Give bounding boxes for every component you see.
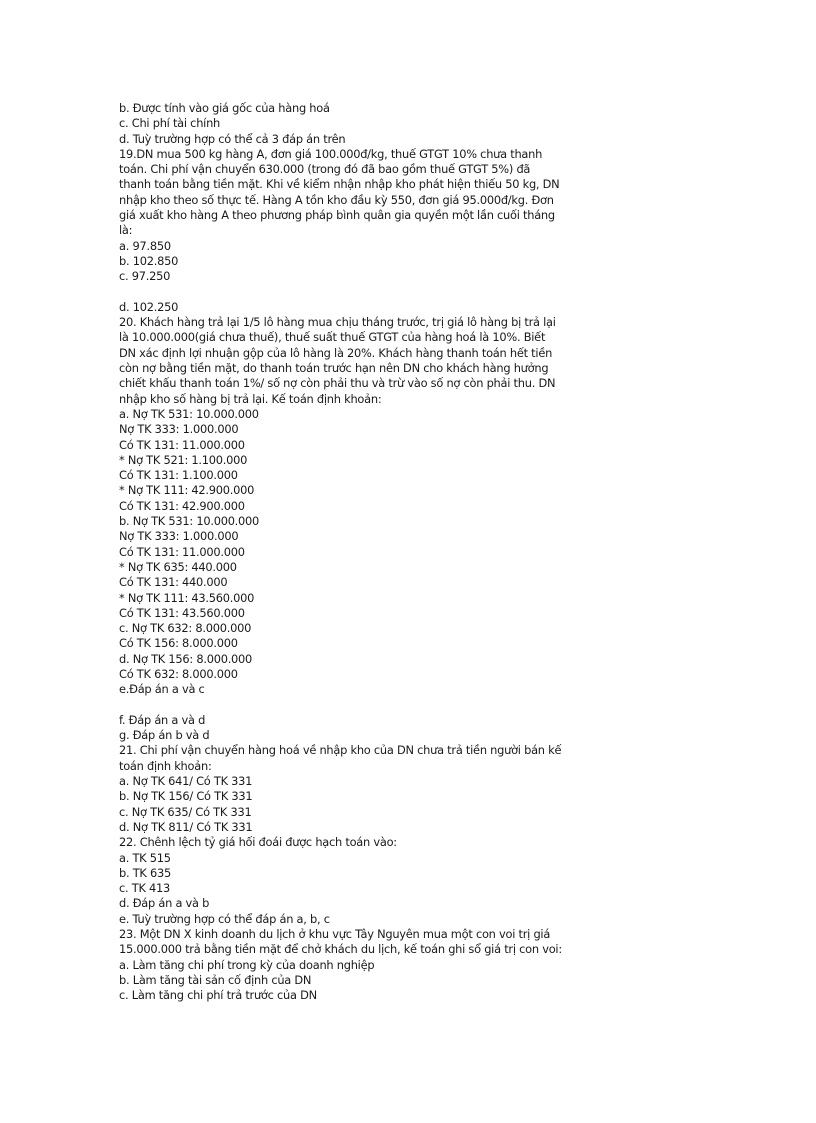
- text-line: d. Nợ TK 811/ Có TK 331: [119, 819, 253, 834]
- text-line: c. Nợ TK 635/ Có TK 331: [119, 804, 252, 819]
- text-line: Có TK 131: 1.100.000: [119, 468, 238, 483]
- text-line: b. TK 635: [119, 865, 172, 880]
- text-line: 15.000.000 trả bằng tiền mặt để chở khách du lịch, kế toán ghi sổ giá trị con voi:: [119, 942, 562, 957]
- text-line: g. Đáp án b và d: [119, 728, 210, 743]
- text-line: * Nợ TK 111: 43.560.000: [119, 590, 255, 605]
- text-line: Có TK 632: 8.000.000: [119, 666, 238, 681]
- text-line: c. Chi phí tài chính: [119, 116, 221, 131]
- document-page: [119, 101, 699, 1004]
- text-line: d. Đáp án a và b: [119, 896, 210, 911]
- text-line: d. 102.250: [119, 299, 179, 314]
- text-line: Nợ TK 333: 1.000.000: [119, 529, 239, 544]
- text-line: Có TK 131: 43.560.000: [119, 605, 245, 620]
- text-line: d. Tuỳ trường hợp có thể cả 3 đáp án trên: [119, 131, 346, 146]
- text-line: 23. Một DN X kinh doanh du lịch ở khu vực Tây Nguyên mua một con voi trị giá: [119, 927, 551, 942]
- text-line: 21. Chi phí vận chuyển hàng hoá về nhập kho của DN chưa trả tiền người bán kế: [119, 743, 562, 758]
- text-line: Có TK 156: 8.000.000: [119, 636, 238, 651]
- text-line: toán. Chi phí vận chuyển 630.000 (trong đó đã bao gồm thuế GTGT 5%) đã: [119, 162, 531, 177]
- text-line: Nợ TK 333: 1.000.000: [119, 422, 239, 437]
- text-line: là:: [119, 223, 133, 238]
- text-line: * Nợ TK 521: 1.100.000: [119, 452, 248, 467]
- text-line: b. Được tính vào giá gốc của hàng hoá: [119, 101, 330, 115]
- text-line: b. Nợ TK 156/ Có TK 331: [119, 789, 253, 804]
- text-line: c. Nợ TK 632: 8.000.000: [119, 621, 252, 636]
- blank-line: [119, 698, 699, 713]
- text-line: 19.DN mua 500 kg hàng A, đơn giá 100.000đ/kg, thuế GTGT 10% chưa thanh: [119, 146, 543, 161]
- text-line: 22. Chênh lệch tỷ giá hối đoái được hạch toán vào:: [119, 835, 397, 850]
- text-line: giá xuất kho hàng A theo phương pháp bình quân gia quyền một lần cuối tháng: [119, 208, 555, 223]
- text-line: * Nợ TK 635: 440.000: [119, 559, 237, 574]
- text-line: nhập kho số hàng bị trả lại. Kế toán định khoản:: [119, 391, 382, 406]
- text-line: là 10.000.000(giá chưa thuế), thuế suất thuế GTGT của hàng hoá là 10%. Biết: [119, 330, 546, 345]
- text-line: c. TK 413: [119, 881, 171, 896]
- text-line: a. Nợ TK 531: 10.000.000: [119, 406, 259, 421]
- text-line: b. Nợ TK 531: 10.000.000: [119, 514, 260, 529]
- text-line: DN xác định lợi nhuận gộp của lô hàng là 20%. Khách hàng thanh toán hết tiền: [119, 345, 553, 360]
- text-line: còn nợ bằng tiền mặt, do thanh toán trước hạn nên DN cho khách hàng hưởng: [119, 361, 549, 376]
- text-line: f. Đáp án a và d: [119, 712, 206, 727]
- text-line: * Nợ TK 111: 42.900.000: [119, 483, 255, 498]
- text-line: e.Đáp án a và c: [119, 682, 205, 697]
- blank-line: [119, 285, 699, 300]
- text-line: b. Làm tăng tài sản cố định của DN: [119, 972, 312, 987]
- text-line: Có TK 131: 11.000.000: [119, 544, 245, 559]
- text-line: chiết khấu thanh toán 1%/ số nợ còn phải thu và trừ vào số nợ còn phải thu. DN: [119, 376, 556, 391]
- text-line: c. 97.250: [119, 269, 171, 284]
- text-line: d. Nợ TK 156: 8.000.000: [119, 651, 253, 666]
- text-line: e. Tuỳ trường hợp có thể đáp án a, b, c: [119, 911, 330, 926]
- text-line: Có TK 131: 11.000.000: [119, 437, 245, 452]
- text-line: b. 102.850: [119, 253, 179, 268]
- text-line: thanh toán bằng tiền mặt. Khi về kiểm nhận nhập kho phát hiện thiếu 50 kg, DN: [119, 177, 560, 192]
- text-line: a. 97.850: [119, 238, 171, 253]
- text-line: a. TK 515: [119, 850, 171, 865]
- text-line: a. Làm tăng chi phí trong kỳ của doanh nghiệp: [119, 957, 375, 972]
- text-line: 20. Khách hàng trả lại 1/5 lô hàng mua chịu tháng trước, trị giá lô hàng bị trả lại: [119, 315, 556, 330]
- text-line: a. Nợ TK 641/ Có TK 331: [119, 774, 253, 789]
- text-line: toán định khoản:: [119, 758, 212, 773]
- text-line: nhập kho theo số thực tế. Hàng A tồn kho đầu kỳ 550, đơn giá 95.000đ/kg. Đơn: [119, 192, 554, 207]
- text-line: c. Làm tăng chi phí trả trước của DN: [119, 988, 317, 1003]
- text-line: Có TK 131: 42.900.000: [119, 498, 245, 513]
- text-line: Có TK 131: 440.000: [119, 575, 228, 590]
